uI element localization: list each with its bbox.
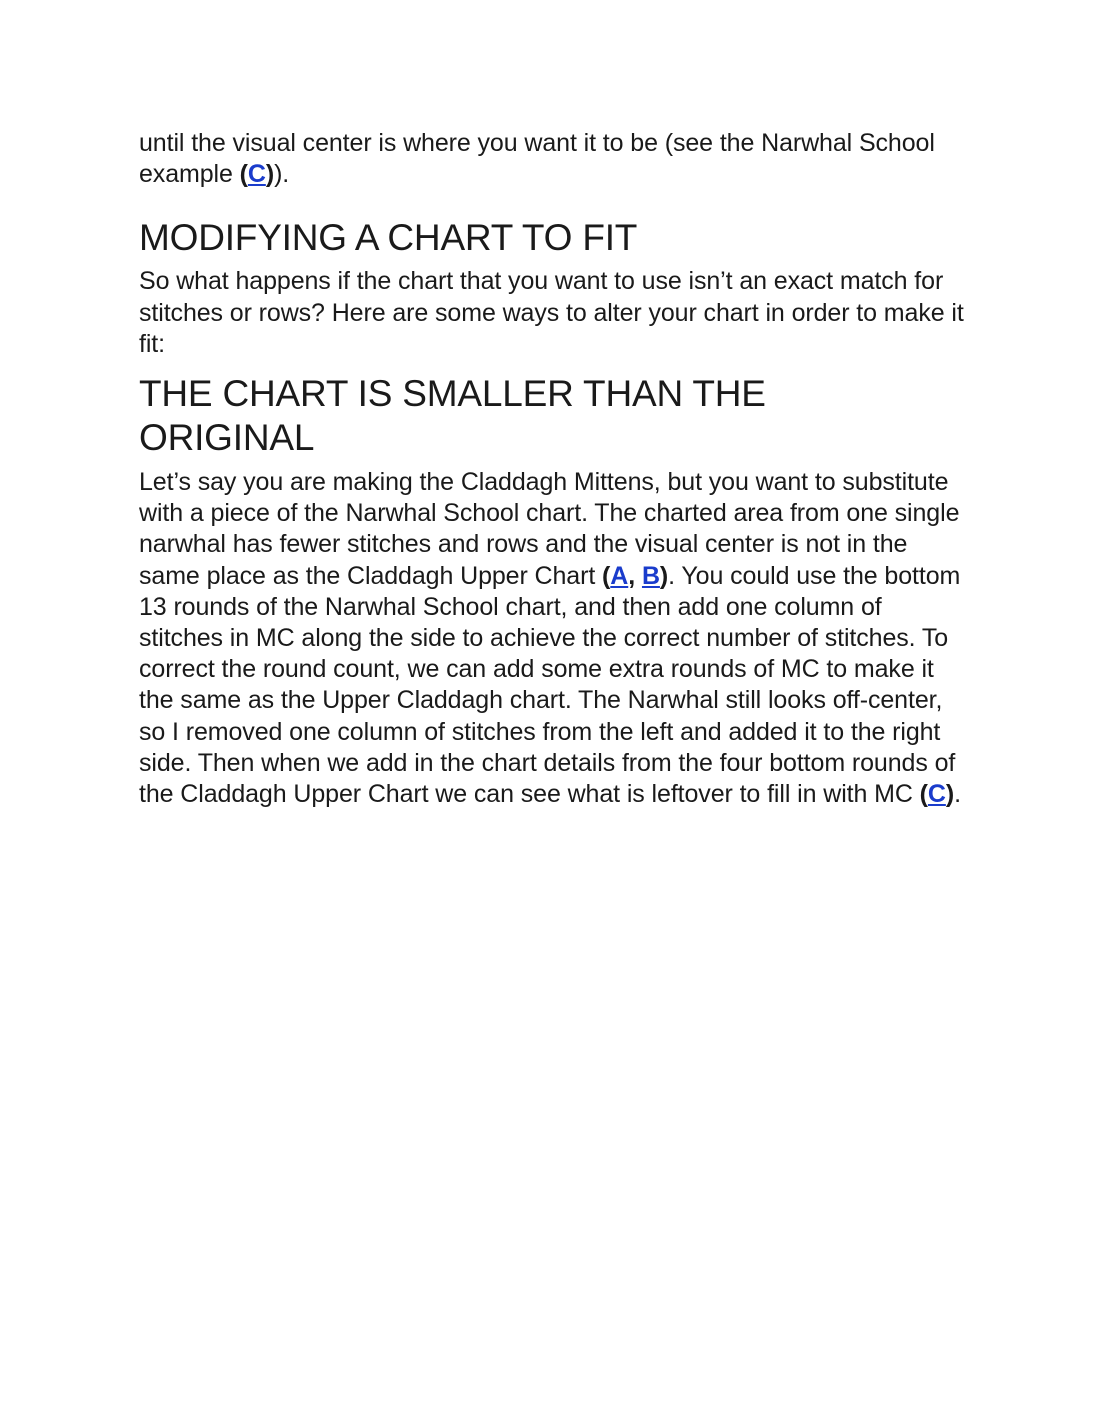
figure-reference: (C) — [919, 780, 955, 809]
paragraph-claddagh-example: Let’s say you are making the Claddagh Mittens, but you want to substitute with a piece of the Narwhal School chart. The charted area from one single narwhal has fewer stitches and rows and the visual center is not in the same place as the Claddagh Upper Chart (A, B). You could use the bottom 13 rounds of the Narwhal School chart, and then add one column of stitches in MC along the side to achieve the correct number of stitches. To correct the round count, we can add some extra rounds of MC to make it the same as the Upper Claddagh chart. The Narwhal still looks off-center, so I removed one column of stitches from the left and added it to the right side. Then when we add in the chart details from the four bottom rounds of the Claddagh Upper Chart we can see what is leftover to fill in with MC (C). — [139, 468, 961, 809]
paragraph-intro-alter: So what happens if the chart that you want to use isn’t an exact match for stitches or rows? Here are some ways to alter your chart in order to make it fit: — [139, 267, 964, 358]
paragraph-text: until the visual center is where you want it to be (see the Narwhal School example — [139, 129, 935, 189]
document-page — [139, 128, 969, 810]
figure-link-c[interactable]: C — [927, 780, 946, 809]
figure-reference: (A, B) — [602, 561, 669, 590]
figure-link-a[interactable]: A — [610, 561, 629, 590]
heading-modifying-chart: MODIFYING A CHART TO FIT — [139, 217, 638, 259]
paragraph-text: Let’s say you are making the Claddagh Mittens, but you want to substitute with a piece of the Narwhal School chart. The charted area from one single narwhal has fewer stitches and rows and the visual center is not in the same place as the Claddagh Upper Chart — [139, 468, 960, 590]
figure-reference: (C) — [239, 160, 275, 189]
heading-chart-smaller: THE CHART IS SMALLER THAN THE ORIGINAL — [139, 373, 766, 459]
paragraph-visual-center: until the visual center is where you want it to be (see the Narwhal School example (C)). — [139, 129, 935, 189]
figure-link-c[interactable]: C — [247, 160, 266, 189]
paragraph-text: . You could use the bottom 13 rounds of the Narwhal School chart, and then add one column of stitches in MC along the side to achieve the correct number of stitches. To correct the round count, we can add some extra rounds of MC to make it the same as the Upper Claddagh chart. The Narwhal still looks off-center, so I removed one column of stitches from the left and added it to the right side. Then when we add in the chart details from the four bottom rounds of the Claddagh Upper Chart we can see what is leftover to fill in with MC — [139, 561, 961, 809]
figure-link-b[interactable]: B — [641, 561, 660, 590]
